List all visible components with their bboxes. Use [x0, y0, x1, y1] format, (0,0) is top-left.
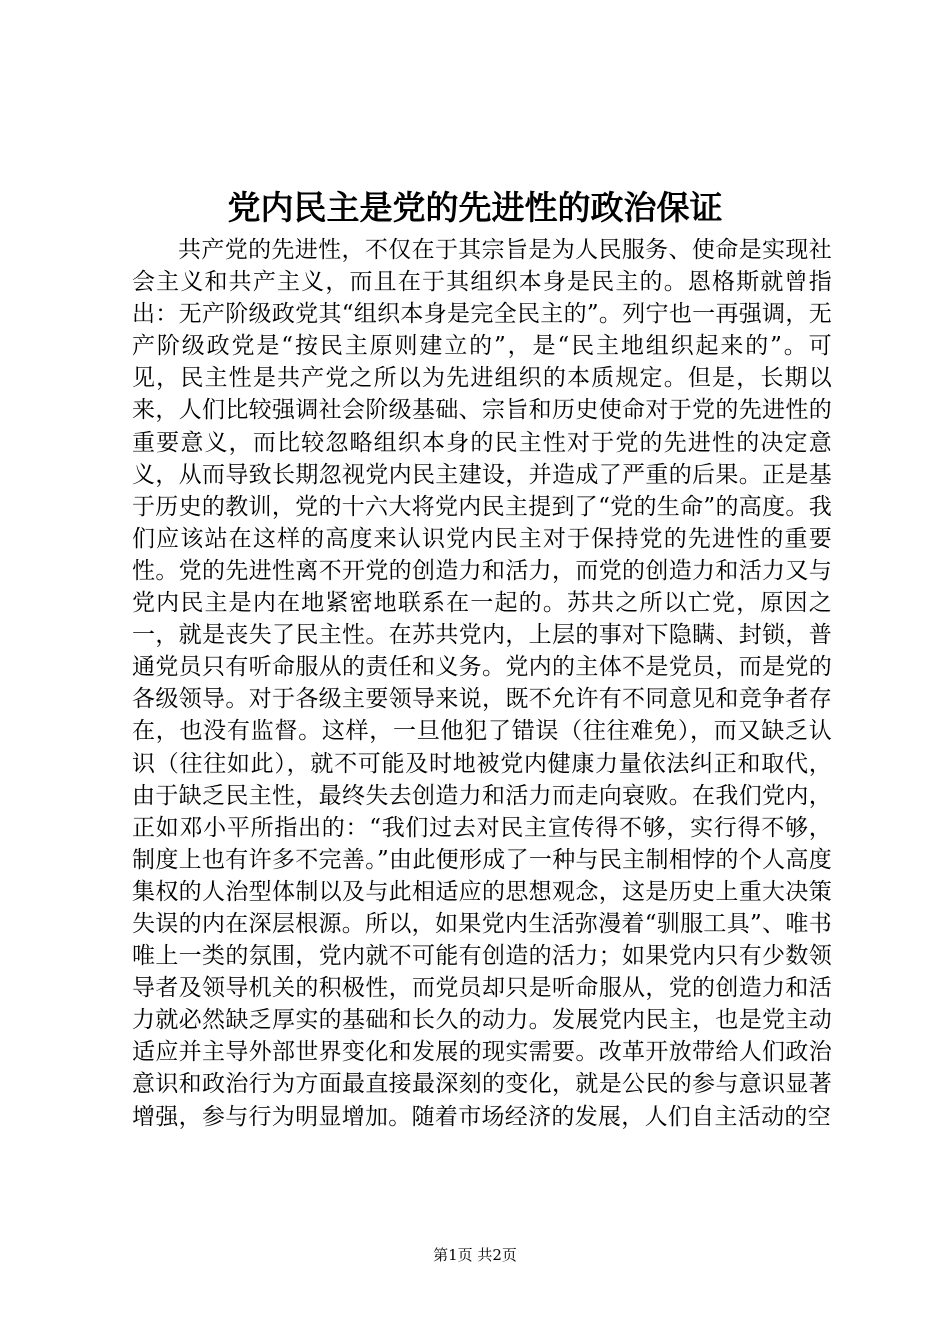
document-title: 党内民主是党的先进性的政治保证 — [227, 188, 723, 227]
document-body-paragraph: 共产党的先进性，不仅在于其宗旨是为人民服务、使命是实现社会主义和共产主义，而且在于其组织本身是民主的。恩格斯就曾指出：无产阶级政党其“组织本身是完全民主的”。列宁也一再强调，无产阶级政党是“按民主原则建立的”，是“民主地组织起来的”。可见，民主性是共产党之所以为先进组织的本质规定。但是，长期以来，人们比较强调社会阶级基础、宗旨和历史使命对于党的先进性的重要意义，而比较忽略组织本身的民主性对于党的先进性的决定意义，从而导致长期忽视党内民主建设，并造成了严重的后果。正是基于历史的教训，党的十六大将党内民主提到了“党的生命”的高度。我们应该站在这样的高度来认识党内民主对于保持党的先进性的重要性。党的先进性离不开党的创造力和活力，而党的创造力和活力又与党内民主是内在地紧密地联系在一起的。苏共之所以亡党，原因之一，就是丧失了民主性。在苏共党内，上层的事对下隐瞒、封锁，普通党员只有听命服从的责任和义务。党内的主体不是党员，而是党的各级领导。对于各级主要领导来说，既不允许有不同意见和竞争者存在，也没有监督。这样，一旦他犯了错误（往往难免），而又缺乏认识（往往如此），就不可能及时地被党内健康力量依法纠正和取代，由于缺乏民主性，最终失去创造力和活力而走向衰败。在我们党内，正如邓小平所指出的：“我们过去对民主宣传得不够，实行得不够，制度上也有许多不完善。”由此便形成了一种与民主制相悖的个人高度集权的人治型体制以及与此相适应的思想观念，这是历史上重大决策失误的内在深层根源。所以，如果党内生活弥漫着“驯服工具”、唯书唯上一类的氛围，党内就不可能有创造的活力；如果党内只有少数领导者及领导机关的积极性，而党员却只是听命服从，党的创造力和活力就必然缺乏厚实的基础和长久的动力。发展党内民主，也是党主动适应并主导外部世界变化和发展的现实需要。改革开放带给人们政治意识和政治行为方面最直接最深刻的变化，就是公民的参与意识显著增强，参与行为明显增加。随着市场经济的发展，人们自主活动的空 — [132, 237, 832, 1130]
page-number-footer: 第1页 共2页 — [433, 1246, 517, 1264]
